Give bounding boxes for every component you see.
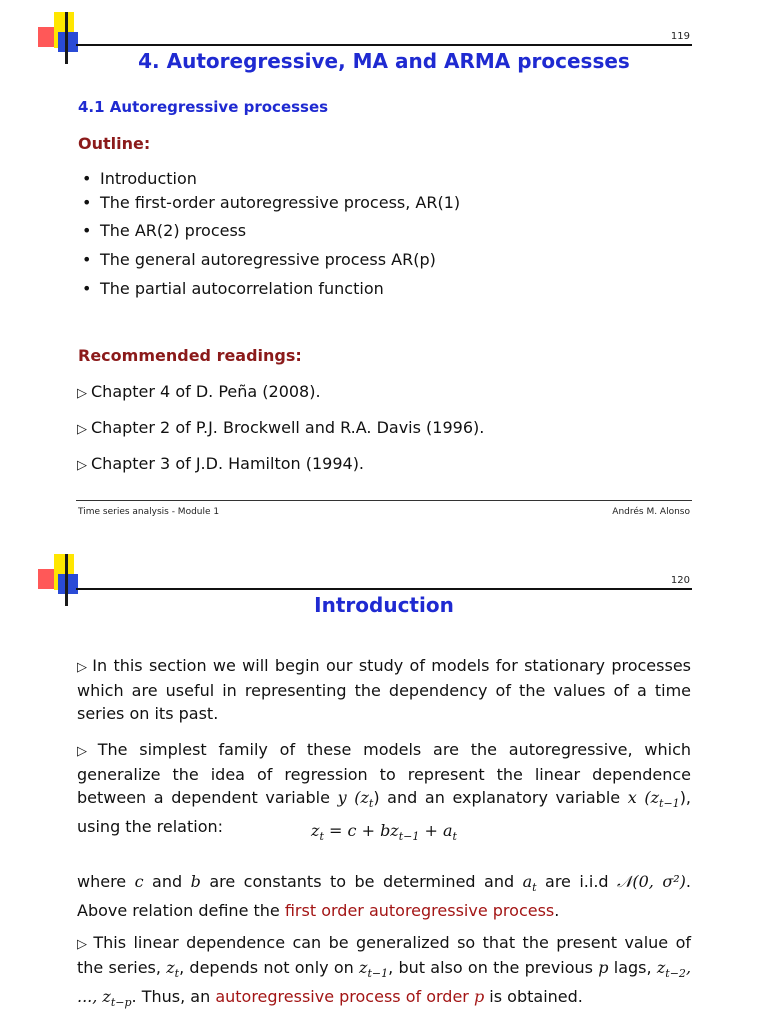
reading-item: ▷ Chapter 3 of J.D. Hamilton (1994). [77,454,365,473]
footer [78,507,690,517]
outline-list [80,168,460,306]
readings-heading: Recommended readings: [78,346,302,365]
term-first-order-ar: first order autoregressive process [284,901,555,921]
page-number: 119 [670,31,690,42]
triangle-icon: ▷ [77,458,87,473]
slide-120 [0,540,768,1024]
footer-rule [76,500,692,501]
reading-item: ▷ Chapter 2 of P.J. Brockwell and R.A. Davis (1996). [77,418,485,437]
paragraph-3: where c and b are constants to be determined and $a_t$ are i.i.d 𝒩(0, σ²). Above relation define the first order autoregressive process. [77,872,692,921]
list-item: • The partial autocorrelation function [80,278,460,306]
header-rule [76,588,692,590]
footer-course: Time series analysis - Module 1 [78,507,220,517]
list-item: • The general autoregressive process AR(p) [80,249,460,278]
term-ar-order-p: autoregressive process of order p [215,987,485,1007]
triangle-icon: ▷ [77,744,94,759]
list-item: • The AR(2) process [80,220,460,249]
header-rule [76,44,692,46]
triangle-icon: ▷ [77,660,89,675]
list-item: • Introduction [80,168,460,192]
footer-author: Andrés M. Alonso [612,507,690,517]
reading-item: ▷ Chapter 4 of D. Peña (2008). [77,382,321,401]
paragraph-2: ▷ The simplest family of these models are the autoregressive, which generalize the idea of regression to represent the linear dependence between a dependent variable y $(z_t)$ and an explanatory variable x $(z_{t-1})$, using the relation: [77,740,692,837]
paragraph-1: ▷ In this section we will begin our study of models for stationary processes which are useful in representing the dependency of the values of a time series on its past. [77,656,692,723]
slide-title: Introduction [314,593,454,617]
outline-heading: Outline: [78,134,151,153]
list-item: • The first-order autoregressive process, AR(1) [80,192,460,220]
slide-title: 4. Autoregressive, MA and ARMA processes [138,49,630,73]
equation: $z_t = c + bz_{t-1} + a_t$ [311,821,457,844]
triangle-icon: ▷ [77,422,87,437]
section-heading: 4.1 Autoregressive processes [78,98,329,116]
triangle-icon: ▷ [77,937,90,952]
triangle-icon: ▷ [77,386,87,401]
readings-list [77,381,484,489]
paragraph-4: ▷ This linear dependence can be generalized so that the present value of the series, $z_t$, depends not only on $z_{t-1}$, but also on the previous p lags, $z_{t-2}$, ..., $z_{t-p}$. Thus, an autoregressive process of order p is obtained. [77,933,692,1010]
page-number: 120 [670,575,690,586]
